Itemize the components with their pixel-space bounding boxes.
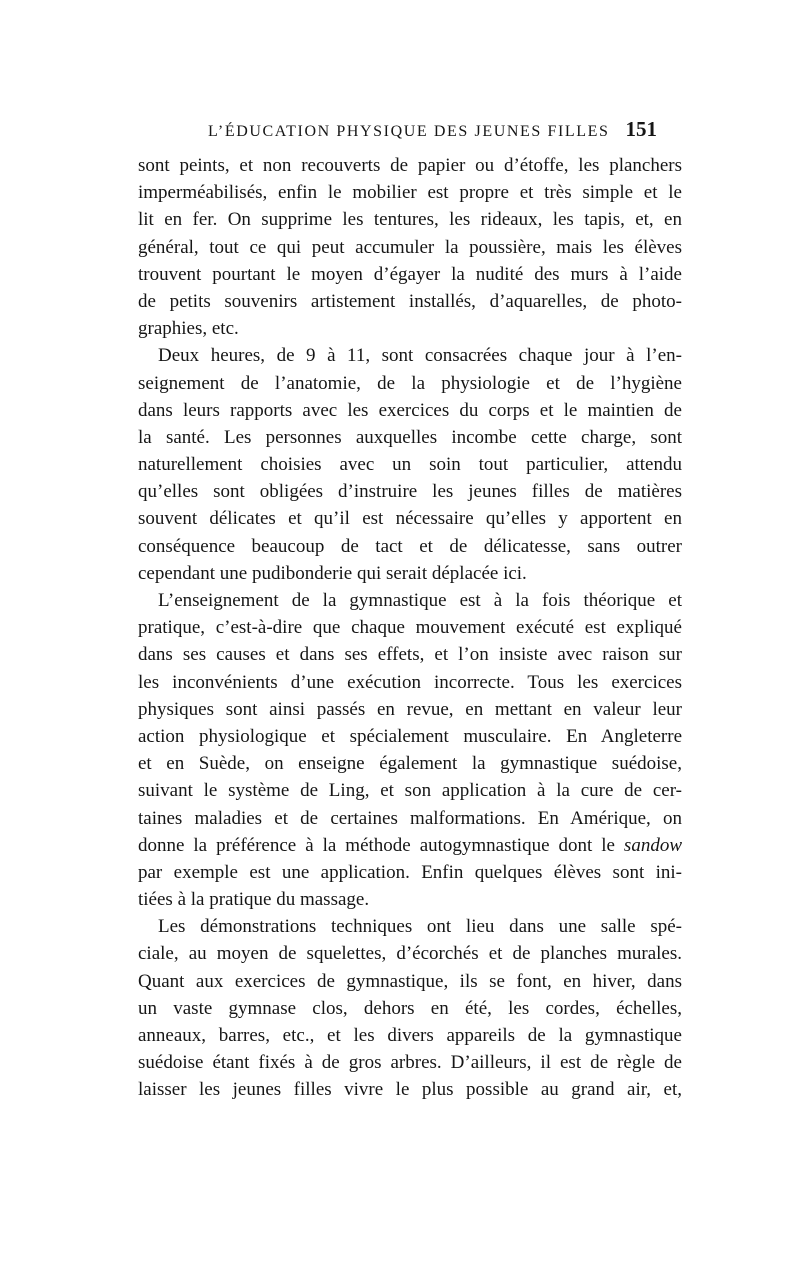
text-line: pratique, c’est-à-dire que chaque mouvement exécuté est expliqué — [138, 617, 682, 639]
text-line: taines maladies et de certaines malformations. En Amérique, on — [138, 807, 682, 829]
text-line: imperméabilisés, enfin le mobilier est propre et très simple et le — [138, 182, 682, 204]
text-line: naturellement choisies avec un soin tout particulier, attendu — [138, 454, 682, 476]
text-line: cependant une pudibonderie qui serait déplacée ici. — [138, 562, 527, 584]
text-line: dans leurs rapports avec les exercices du corps et le maintien de — [138, 399, 682, 421]
text-line: lit en fer. On supprime les tentures, les rideaux, les tapis, et, en — [138, 209, 682, 231]
text-line: souvent délicates et qu’il est nécessaire qu’elles y apportent en — [138, 508, 682, 530]
text-line: Les démonstrations techniques ont lieu dans une salle spé- — [158, 916, 682, 938]
text-line: les inconvénients d’une exécution incorrecte. Tous les exercices — [138, 671, 682, 693]
text-line: général, tout ce qui peut accumuler la poussière, mais les élèves — [138, 236, 682, 258]
text-line: Quant aux exercices de gymnastique, ils se font, en hiver, dans — [138, 970, 682, 992]
text-line: sont peints, et non recouverts de papier ou d’étoffe, les planchers — [138, 155, 682, 176]
text-line: seignement de l’anatomie, de la physiologie et de l’hygiène — [138, 372, 682, 394]
text-line: un vaste gymnase clos, dehors en été, les cordes, échelles, — [138, 997, 682, 1019]
text-line: trouvent pourtant le moyen d’égayer la nudité des murs à l’aide — [138, 263, 682, 285]
page-number: 151 — [625, 117, 657, 141]
text-line: L’enseignement de la gymnastique est à la fois théorique et — [158, 590, 682, 611]
text-line: et en Suède, on enseigne également la gymnastique suédoise, — [138, 753, 682, 775]
text-line: par exemple est une application. Enfin quelques élèves sont ini- — [138, 861, 682, 883]
text-line: anneaux, barres, etc., et les divers appareils de la gymnastique — [138, 1025, 682, 1046]
text-line: qu’elles sont obligées d’instruire les jeunes filles de matières — [138, 481, 682, 503]
text-line: suédoise étant fixés à de gros arbres. D’ailleurs, il est de règle de — [138, 1052, 682, 1074]
text-line-with-italic — [138, 832, 682, 859]
text-line: la santé. Les personnes auxquelles incombe cette charge, sont — [138, 426, 682, 448]
text-line: ciale, au moyen de squelettes, d’écorchés et de planches murales. — [138, 943, 682, 965]
text-line: laisser les jeunes filles vivre le plus possible au grand air, et, — [138, 1079, 682, 1101]
text-line: Deux heures, de 9 à 11, sont consacrées chaque jour à l’en- — [158, 345, 682, 367]
body-text — [138, 152, 682, 1104]
text-line: graphies, etc. — [138, 318, 239, 340]
running-title: L’ÉDUCATION PHYSIQUE DES JEUNES FILLES — [208, 123, 610, 140]
running-head — [208, 117, 657, 142]
text-line: conséquence beaucoup de tact et de délicatesse, sans outrer — [138, 535, 682, 557]
italic-term: sandow — [623, 834, 682, 856]
text-line: tiées à la pratique du massage. — [138, 889, 370, 911]
text-line: de petits souvenirs artistement installés, d’aquarelles, de photo- — [138, 290, 682, 312]
text-line: suivant le système de Ling, et son application à la cure de cer- — [138, 780, 682, 802]
text-line: dans ses causes et dans ses effets, et l’on insiste avec raison sur — [138, 644, 682, 666]
line-text: donne la préférence à la méthode autogymnastique dont le — [138, 834, 624, 856]
text-line: action physiologique et spécialement musculaire. En Angleterre — [138, 725, 682, 747]
text-line: physiques sont ainsi passés en revue, en mettant en valeur leur — [138, 698, 682, 720]
